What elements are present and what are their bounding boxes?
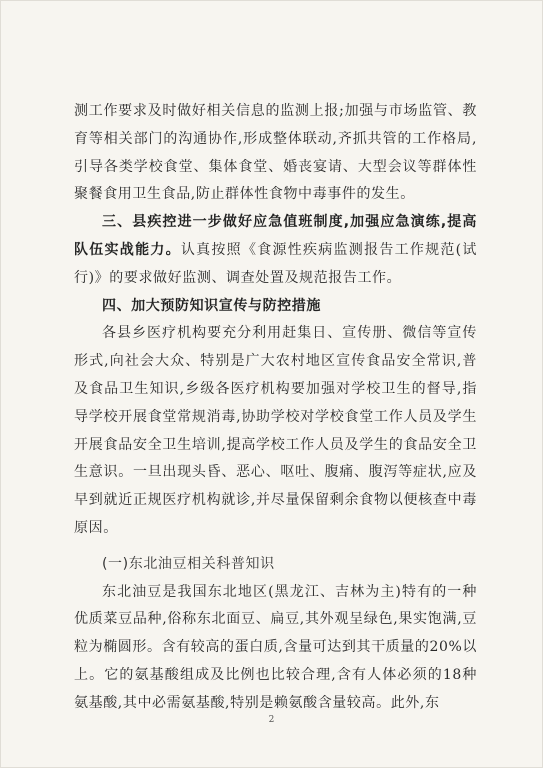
section-3-paragraph: [74, 209, 477, 292]
section-4-body: 各县乡医疗机构要充分利用赶集日、宣传册、微信等宣传形式,向社会大众、特别是广大农村地区宣传食品安全常识,普及食品卫生知识,乡级各医疗机构要加强对学校卫生的督导,指导学校开展食堂常规消毒,协助学校对学校食堂工作人员及学生开展食品安全卫生培训,提高学校工作人员及学生的食品安全卫生意识。一旦出现头昏、恶心、呕吐、腹痛、腹泻等症状,应及早到就近正规医疗机构就诊,并尽量保留剩余食物以便核查中毒原因。: [74, 325, 477, 536]
section-3-heading: 三、县疾控进一步做好应急值班制度,加强应急演练,提高队伍实战能力。: [74, 214, 477, 258]
document-body: [74, 98, 477, 718]
page-number: 2: [268, 715, 275, 725]
section-3-body: 认真按照《食源性疾病监测报告工作规范(试行)》的要求做好监测、调查处置及规范报告工作。: [74, 241, 477, 286]
subsection-1-body: 东北油豆是我国东北地区(黑龙江、吉林为主)特有的一种优质菜豆品种,俗称东北面豆、扁豆,其外观呈绿色,果实饱满,豆粒为椭圆形。含有较高的蛋白质,含量可达到其干质量的20%以上。它的氨基酸组成及比例也比较合理,含有人体必须的18种氨基酸,其中必需氨基酸,特别是赖氨酸含量较高。此外,东: [74, 583, 477, 711]
subsection-1-heading: (一)东北油豆相关科普知识: [102, 555, 275, 572]
section-4-heading: 四、加大预防知识宣传与防控措施: [102, 297, 321, 314]
continuation-paragraph: 测工作要求及时做好相关信息的监测上报;加强与市场监管、教育等相关部门的沟通协作,形成整体联动,齐抓共管的工作格局,引导各类学校食堂、集体食堂、婚丧宴请、大型会议等群体性聚餐食用卫生食品,防止群体性食物中毒事件的发生。: [74, 103, 477, 203]
